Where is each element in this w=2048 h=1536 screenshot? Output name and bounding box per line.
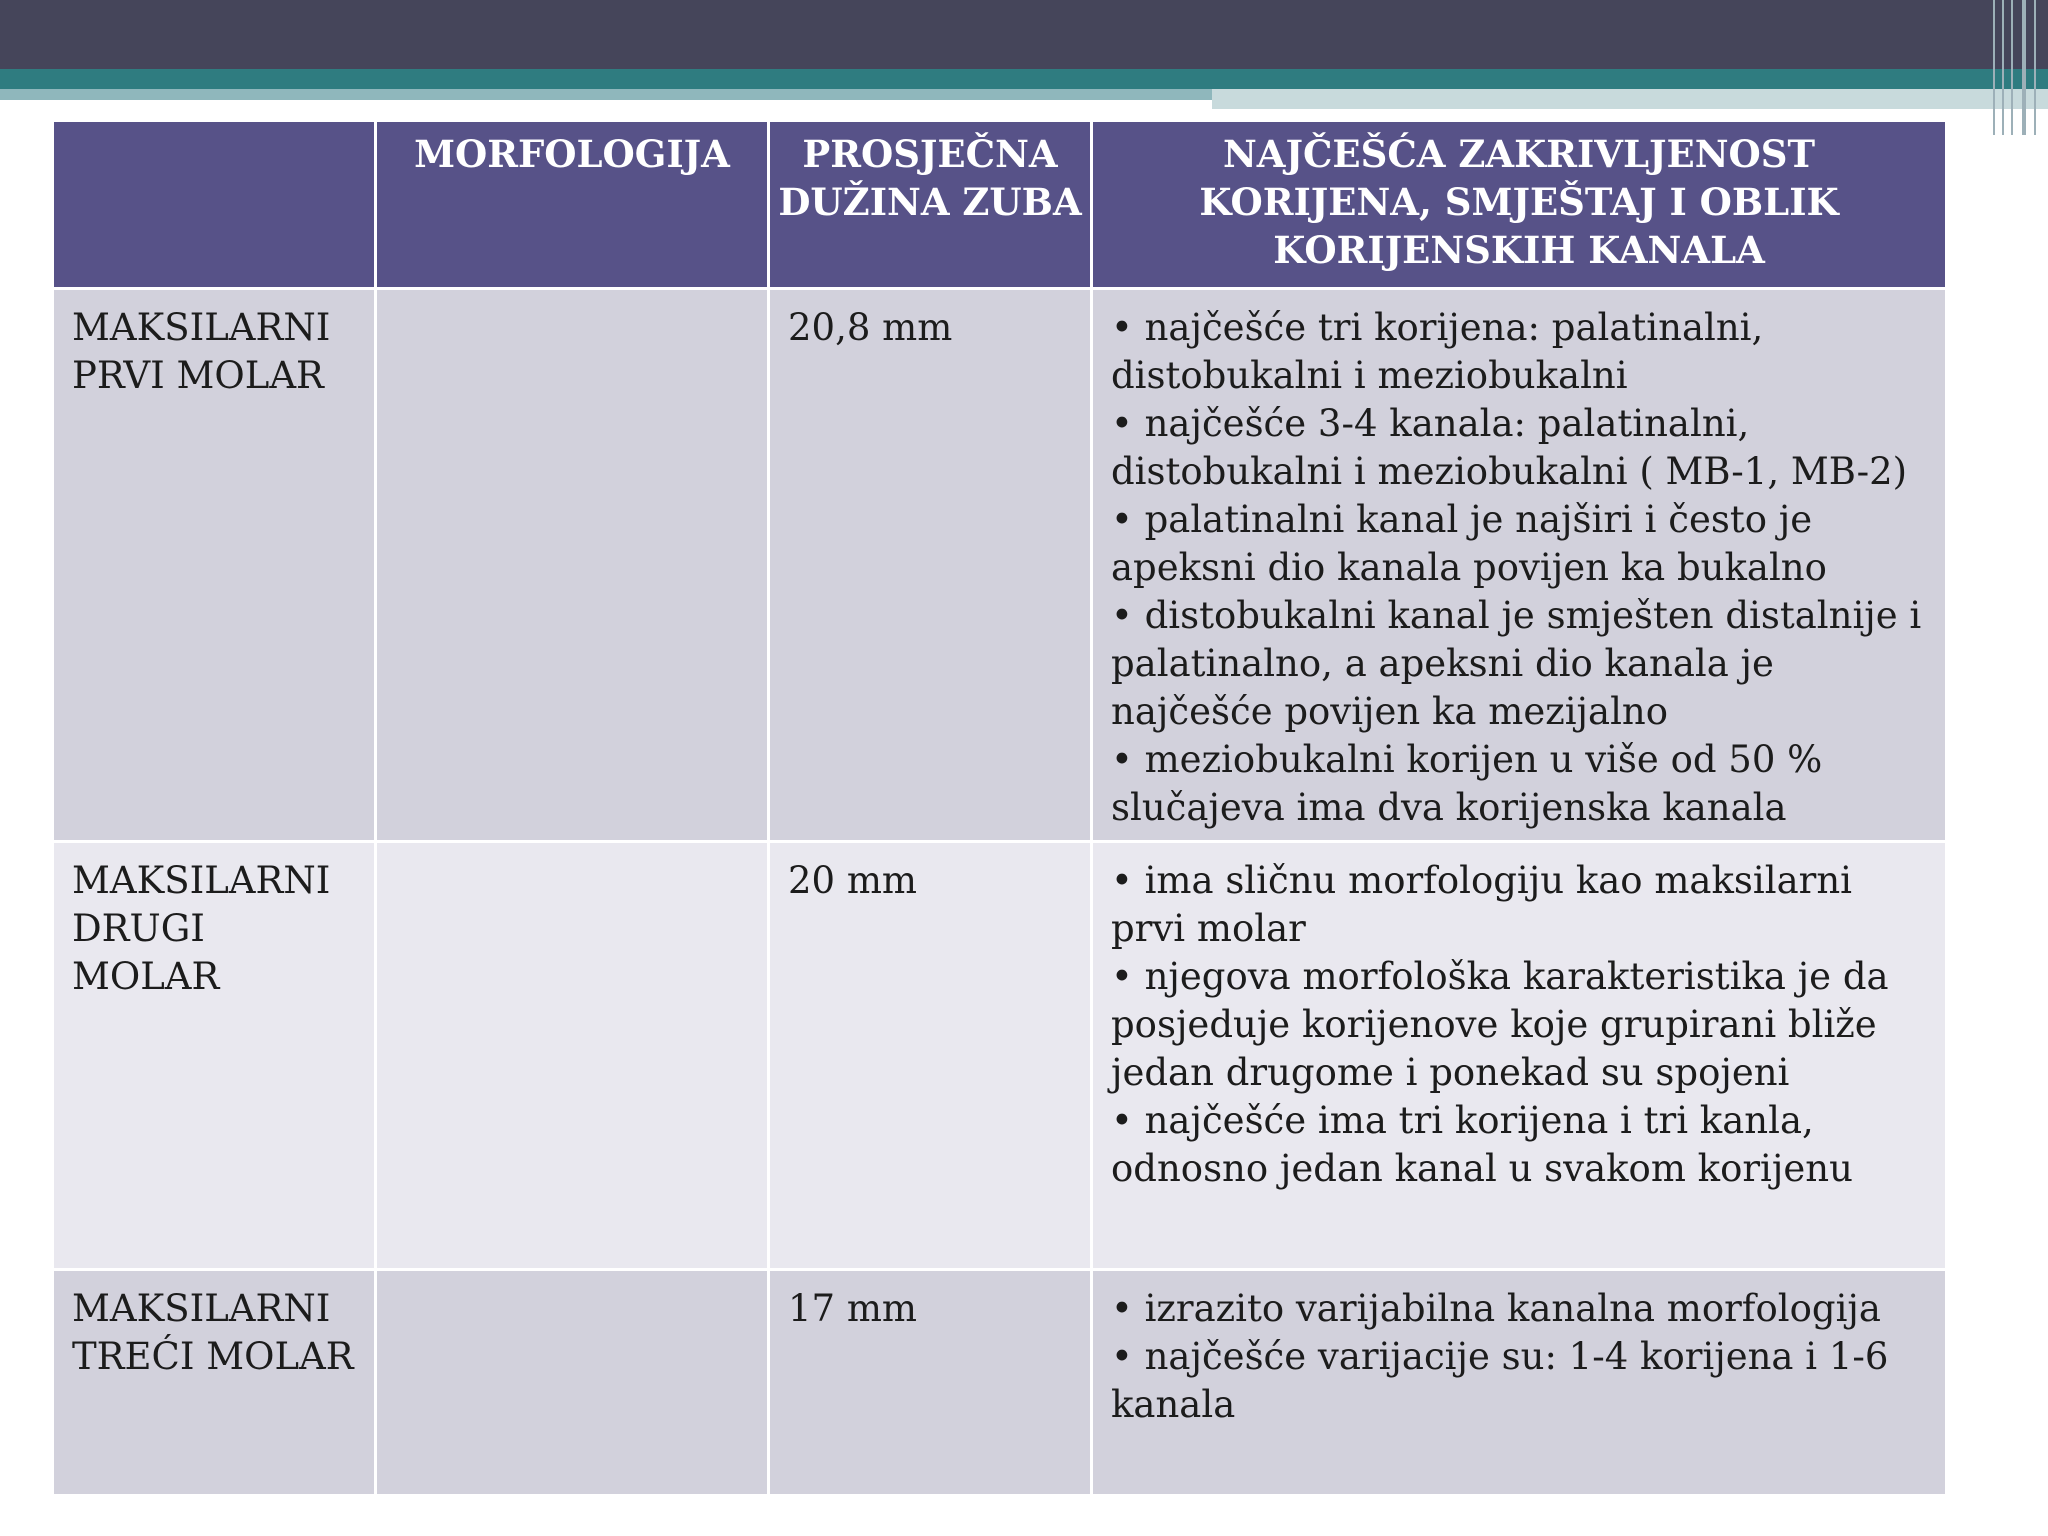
corner-accent-line: [2022, 0, 2026, 135]
bullet-item: • najčešće 3-4 kanala: palatinalni, distobukalni i meziobukalni ( MB-1, MB-2): [1111, 402, 1908, 493]
corner-accent-line: [2011, 0, 2013, 135]
tooth-name: MAKSILARNI DRUGI MOLAR: [53, 842, 376, 1270]
table-row: [53, 1270, 1947, 1496]
header-duzina: PROSJEČNA DUŽINA ZUBA: [769, 121, 1092, 289]
canal-description: [1092, 289, 1947, 842]
morfologija-cell: [376, 1270, 769, 1496]
bullet-item: • njegova morfološka karakteristika je da posjeduje korijenove koje grupirani bliže jedan drugome i ponekad su spojeni: [1111, 955, 1889, 1094]
header-stripe-pale: [1212, 89, 2048, 109]
bullet-item: • najčešće varijacije su: 1-4 korijena i 1-6 kanala: [1111, 1335, 1889, 1426]
tooth-length: 17 mm: [769, 1270, 1092, 1496]
tooth-length: 20,8 mm: [769, 289, 1092, 842]
header-morfologija: MORFOLOGIJA: [376, 121, 769, 289]
bullet-item: • meziobukalni korijen u više od 50 % slučajeva ima dva korijenska kanala: [1111, 738, 1823, 829]
corner-accent-line: [1993, 0, 1995, 135]
corner-accent-line: [2034, 0, 2036, 135]
canal-description: [1092, 1270, 1947, 1496]
bullet-item: • palatinalni kanal je najširi i često je apeksni dio kanala povijen ka bukalno: [1111, 498, 1827, 589]
canal-description: [1092, 842, 1947, 1270]
header-zakrivljenost: NAJČEŠĆA ZAKRIVLJENOST KORIJENA, SMJEŠTAJ I OBLIK KORIJENSKIH KANALA: [1092, 121, 1947, 289]
tooth-name: MAKSILARNI TREĆI MOLAR: [53, 1270, 376, 1496]
table-header-row: [53, 121, 1947, 289]
bullet-item: • najčešće ima tri korijena i tri kanla, odnosno jedan kanal u svakom korijenu: [1111, 1099, 1853, 1190]
bullet-item: • distobukalni kanal je smješten distalnije i palatinalno, a apeksni dio kanala je najčešće povijen ka mezijalno: [1111, 594, 1922, 733]
morfologija-cell: [376, 289, 769, 842]
slide-header-bar: [0, 0, 2048, 69]
tooth-length: 20 mm: [769, 842, 1092, 1270]
molar-table: [51, 119, 1948, 1497]
header-stripe-teal: [0, 69, 2048, 89]
corner-accent-line: [2002, 0, 2004, 135]
header-stripe-light: [0, 89, 1212, 100]
header-tooth: [53, 121, 376, 289]
tooth-name: MAKSILARNI PRVI MOLAR: [53, 289, 376, 842]
table-row: [53, 842, 1947, 1270]
table-row: [53, 289, 1947, 842]
bullet-item: • izrazito varijabilna kanalna morfologija: [1111, 1287, 1881, 1330]
morfologija-cell: [376, 842, 769, 1270]
bullet-item: • ima sličnu morfologiju kao maksilarni prvi molar: [1111, 859, 1852, 950]
bullet-item: • najčešće tri korijena: palatinalni, distobukalni i meziobukalni: [1111, 306, 1764, 397]
